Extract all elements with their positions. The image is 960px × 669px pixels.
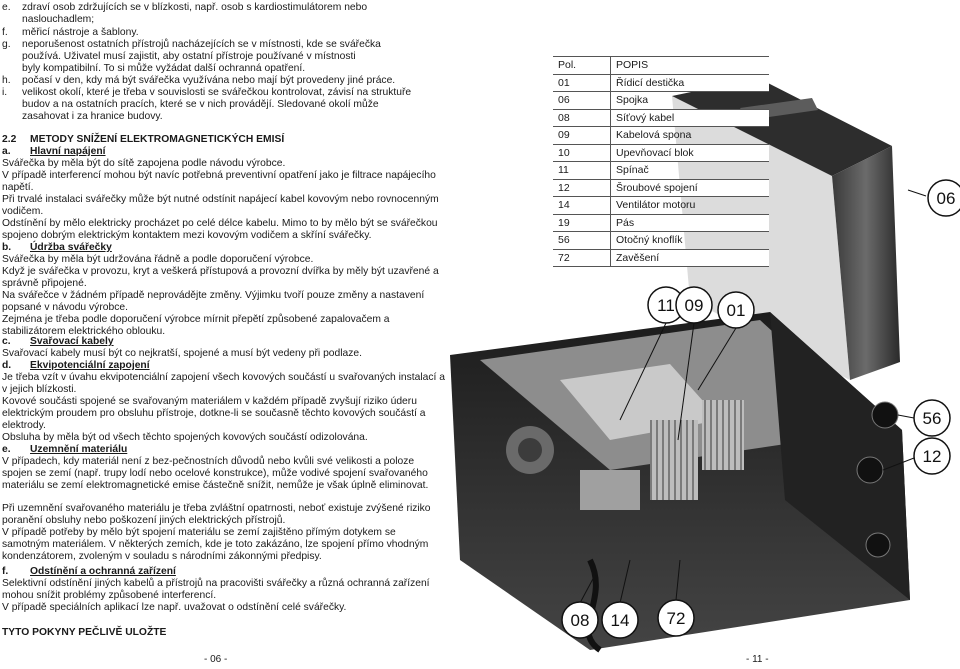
- parts-row: [553, 232, 769, 250]
- parts-table: [553, 56, 769, 267]
- part-description: Síťový kabel: [611, 109, 770, 127]
- heatsink: [650, 420, 698, 500]
- text-line: spojeno dobrým elektrickým kontaktem mezi kovovým vodičem a skříní svářečky.: [2, 230, 372, 241]
- connector-lower: [866, 533, 890, 557]
- text-line: Při uzemnění svařovaného materiálu je třeba zvláštní opatrnosti, neboť existuje zvýšené riziko: [2, 503, 431, 514]
- text-line: poranění obsluhy nebo poškození jiných elektrických přístrojů.: [2, 515, 286, 526]
- knob-56: [872, 402, 898, 428]
- text-line: kondenzátorem, zvoleným v souladu s národními zákonnými předpisy.: [2, 551, 322, 562]
- part-description: Spojka: [611, 92, 770, 110]
- parts-row: [553, 127, 769, 145]
- svg-text:11: 11: [657, 296, 675, 315]
- part-position: 72: [553, 249, 611, 267]
- text-line: Svařovací kabely musí být co nejkratší, spojené a musí být vedeny při podlaze.: [2, 348, 362, 359]
- part-description: Šroubové spojení: [611, 179, 770, 197]
- parts-row: [553, 249, 769, 267]
- heatsink-2: [702, 400, 744, 470]
- text-line: napětí.: [2, 182, 34, 193]
- svg-text:12: 12: [922, 447, 942, 466]
- part-position: 19: [553, 214, 611, 232]
- part-description: Upevňovací blok: [611, 144, 770, 162]
- parts-row: [553, 109, 769, 127]
- col-desc: POPIS: [611, 57, 770, 75]
- callout-56: [898, 400, 950, 436]
- text-line: V případě speciálních aplikací lze např. uvažovat o odstínění celé svářečky.: [2, 602, 347, 613]
- part-position: 10: [553, 144, 611, 162]
- col-pos: Pol.: [553, 57, 611, 75]
- svg-text:14: 14: [610, 611, 630, 630]
- callout-06: [908, 180, 960, 216]
- footer-title: TYTO POKYNY PEČLIVĚ ULOŽTE: [2, 627, 167, 638]
- text-line: Je třeba vzít v úvahu ekvipotenciální zapojení všech kovových součástí u svařovaných instalací a: [2, 372, 446, 383]
- part-position: 11: [553, 162, 611, 180]
- text-line: vodičem.: [2, 206, 44, 217]
- part-description: Řídicí destička: [611, 74, 770, 92]
- text-line: Odstínění by mělo elektricky procházet po celé délce kabelu. Mimo to by mělo být se svářečkou: [2, 218, 438, 229]
- text-line: Když je svářečka v provozu, kryt a veškerá přístupová a provozní dvířka by měly být uzavřené a: [2, 266, 439, 277]
- text-line: V případech, kdy materiál není z bez-pečnostních důvodů nebo kvůli své velikosti a poloze: [2, 456, 415, 467]
- part-description: Ventilátor motoru: [611, 197, 770, 215]
- text-line: v jejich blízkosti.: [2, 384, 77, 395]
- part-position: 08: [553, 109, 611, 127]
- text-line: Na svářečce v žádném případě neprovádějte změny. Výjimku tvoří pouze změny a nastavení: [2, 290, 425, 301]
- part-position: 09: [553, 127, 611, 145]
- parts-table-header: [553, 57, 769, 75]
- text-line: mohou snížit problémy způsobené interferencí.: [2, 590, 217, 601]
- transformer-core: [518, 438, 542, 462]
- parts-row: [553, 144, 769, 162]
- svg-text:72: 72: [666, 609, 686, 628]
- text-line: Při trvalé instalaci svářečky může být nutné odstínit napájecí kabel kovovým nebo rovnocenným: [2, 194, 439, 205]
- parts-row: [553, 179, 769, 197]
- text-line: Kovové součásti spojené se svařovaným materiálem v každém případě zvyšují riziko úderu: [2, 396, 417, 407]
- text-line: Zejména je třeba podle doporučení výrobce mírnit přepětí způsobené zapalovačem a: [2, 314, 390, 325]
- part-position: 14: [553, 197, 611, 215]
- part-description: Spínač: [611, 162, 770, 180]
- svg-text:08: 08: [570, 611, 590, 630]
- text-line: elektrody.: [2, 420, 46, 431]
- part-description: Zavěšení: [611, 249, 770, 267]
- left-page: e. zdraví osob zdržujících se v blízkosti, např. osob s kardiostimulátorem nebo naslouchadlem; f. měřicí nástroje a šablony. g. neporušenost ostatních přístrojů nacházejících se v místnosti, kde se svářečka používá. Uživatel musí zajistit, aby ostatní přístroje používané v místnosti byly kompatibilní. To si může vyžádat další ochranná opatření. h. počasí v den, kdy má být svářečka využívána nebo mají být provedeny jiné práce. i. velikost okolí, které je třeba v souvislosti se svářečkou kontrolovat, závisí na struktuře budov a na ostatních pracích, které se v nich provádějí. Sledované okolí může zasahovat i za hranice budovy. 2.2 METODY SNÍŽENÍ ELEKTROMAGNETICKÝCH EMISÍ a. Hlavní napájení Svářečka by měla být do sítě zapojena podle návodu výrobce. V případě interferencí mohou být navíc potřebná preventivní opatření jako je filtrace napájecího napětí. Při trvalé instalaci svářečky může být nutné odstínit napájecí kabel kovovým nebo rovnocenným vodičem. Odstínění by mělo elektricky procházet po celé délce kabelu. Mimo to by mělo být se svářečkou spojeno dobrým elektrickým kontaktem mezi kovovým vodičem a skříní svářečky. b. Údržba svářečky Svářečka by měla být udržována řádně a podle doporučení výrobce. Když je svářečka v provozu, kryt a veškerá přístupová a provozní dvířka by měly být uzavřené a správně připojené. Na svářečce v žádném případě neprovádějte změny. Výjimku tvoří pouze změny a nastavení popsané v návodu výrobce. Zejména je třeba podle doporučení výrobce mírnit přepětí způsobené zapalovačem a stabilizátorem elektrického oblouku. c. Svařovací kabely Svařovací kabely musí být co nejkratší, spojené a musí být vedeny při podlaze. d. Ekvipotenciální zapojení Je třeba vzít v úvahu ekvipotenciální zapojení všech kovových součástí u svařovaných instalací a v jejich blízkosti. Kovové součásti spojené se svařovaným materiálem v každém případě zvyšují riziko úderu elektrickým proudem pro obsluhu přístroje, dotkne-li se současně těchto kovových součástí a elektrody. Obsluha by měla být od všech těchto spojených kovových součástí odizolována. e. Uzemnění materiálu V případech, kdy materiál není z bez-pečnostních důvodů nebo kvůli své velikosti a poloze spojen se zemí (např. trupy lodí nebo ocelové konstrukce), může vodivé spojení svařovaného materiálu se zemí elektromagnetické emise částečně snížit, nemůže je však úplně eliminovat. Při uzemnění svařovaného materiálu je třeba zvláštní opatrnosti, neboť existuje zvýšené riziko poranění obsluhy nebo poškození jiných elektrických přístrojů. V případě potřeby by mělo být spojení materiálu se zemí zajištěno přímým dotykem se samotným materiálem. V některých zemích, kde je toto zakázáno, lze spojení přímo vhodným kondenzátorem, zvoleným v souladu s národními zákonnými předpisy. f. Odstínění a ochranná zařízení Selektivní odstínění jiných kabelů a přístrojů na pracovišti svářečky a různá ochranná zařízení mohou snížit problémy způsobené interferencí. V případě speciálních aplikací lze např. uvažovat o odstínění celé svářečky. TYTO POKYNY PEČLIVĚ ULOŽTE - 06 -: [2, 2, 446, 665]
- text-line: Obsluha by měla být od všech těchto spojených kovových součástí odizolována.: [2, 432, 368, 443]
- text-line: elektrickým proudem pro obsluhu přístroje, dotkne-li se současně těchto kovových součástí a: [2, 408, 426, 419]
- text-line: správně připojené.: [2, 278, 87, 289]
- text-line: materiálu se zemí elektromagnetické emise částečně snížit, nemůže je však úplně eliminovat.: [2, 480, 429, 491]
- parts-row: [553, 214, 769, 232]
- svg-text:06: 06: [936, 189, 956, 208]
- part-position: 12: [553, 179, 611, 197]
- part-description: Kabelová spona: [611, 127, 770, 145]
- page-number-left: - 06 -: [204, 654, 228, 665]
- parts-row: [553, 74, 769, 92]
- part-position: 06: [553, 92, 611, 110]
- parts-row: [553, 162, 769, 180]
- text-line: popsané v návodu výrobce.: [2, 302, 128, 313]
- text-line: Svářečka by měla být do sítě zapojena podle návodu výrobce.: [2, 158, 286, 169]
- parts-row: [553, 92, 769, 110]
- capacitors: [580, 470, 640, 510]
- text-line: stabilizátorem elektrického oblouku.: [2, 326, 166, 337]
- text-line: Svářečka by měla být udržována řádně a podle doporučení výrobce.: [2, 254, 314, 265]
- text-line: spojen se zemí (např. trupy lodí nebo ocelové konstrukce), může vodivé spojení svařovaného: [2, 468, 428, 479]
- svg-text:56: 56: [922, 409, 942, 428]
- part-position: 56: [553, 232, 611, 250]
- svg-text:01: 01: [726, 301, 746, 320]
- text-line: Selektivní odstínění jiných kabelů a přístrojů na pracovišti svářečky a různá ochranná zařízení: [2, 578, 430, 589]
- parts-row: [553, 197, 769, 215]
- text-line: V případě potřeby by mělo být spojení materiálu se zemí zajištěno přímým dotykem se: [2, 527, 396, 538]
- part-description: Otočný knoflík: [611, 232, 770, 250]
- page-number-right: - 11 -: [746, 654, 769, 665]
- connector-12: [857, 457, 883, 483]
- text-line: samotným materiálem. V některých zemích, kde je toto zakázáno, lze spojení přímo vhodným: [2, 539, 429, 550]
- part-description: Pás: [611, 214, 770, 232]
- svg-text:09: 09: [684, 296, 704, 315]
- parts-table-body: [553, 74, 769, 267]
- part-position: 01: [553, 74, 611, 92]
- text-line: V případě interferencí mohou být navíc potřebná preventivní opatření jako je filtrace napájecího: [2, 170, 436, 181]
